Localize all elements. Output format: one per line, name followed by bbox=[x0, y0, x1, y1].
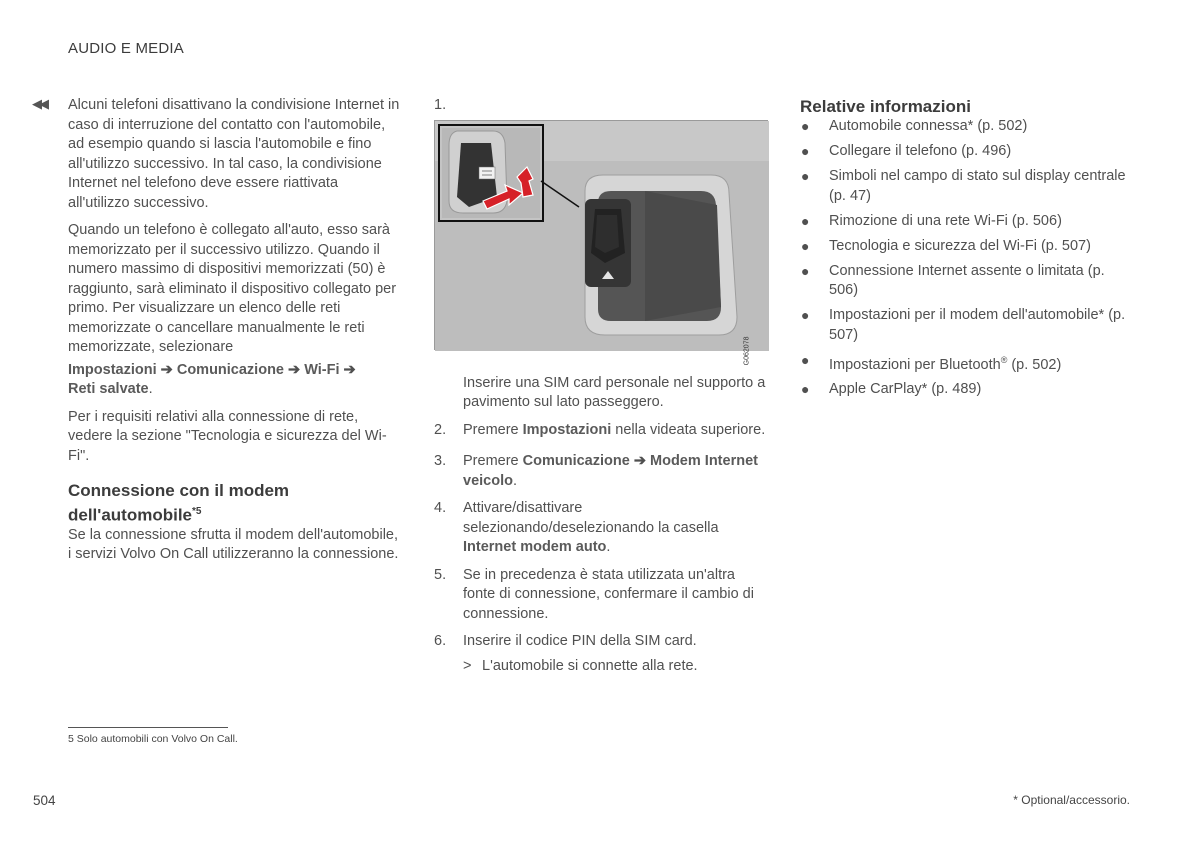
related-link[interactable]: ● Impostazioni per il modem dell'automobile* (p. 507) bbox=[801, 307, 1126, 343]
step-number: 4. bbox=[434, 500, 447, 516]
step-number: 2. bbox=[434, 421, 447, 438]
menu-item-internet-modem-auto: Internet modem auto bbox=[463, 539, 607, 555]
step: 5. Se in precedenza è stata utilizzata un'altra fonte di connessione, confermare il cambio di connessione. bbox=[434, 566, 754, 622]
footnote-divider bbox=[68, 727, 228, 728]
section-title: AUDIO E MEDIA bbox=[68, 40, 184, 57]
step: 2. Premere Impostazioni nella videata superiore. bbox=[434, 421, 770, 441]
optional-note: * Optional/accessorio. bbox=[1013, 793, 1130, 807]
step-number: 3. bbox=[434, 453, 447, 469]
bullet-icon: ● bbox=[801, 307, 810, 323]
step: 3. Premere Comunicazione ➔ Modem Internet veicolo. bbox=[434, 453, 758, 489]
related-info-heading: Relative informazioni bbox=[800, 97, 971, 116]
column-3 bbox=[800, 96, 1130, 405]
menu-item-wifi: Wi-Fi bbox=[304, 361, 340, 378]
related-link[interactable]: ● Apple CarPlay* (p. 489) bbox=[800, 380, 1130, 400]
column-1 bbox=[68, 96, 400, 565]
menu-path: Impostazioni ➔ Comunicazione ➔ Wi-Fi ➔ Reti salvate. bbox=[68, 361, 356, 397]
bullet-icon: ● bbox=[801, 118, 810, 134]
paragraph: Per i requisiti relativi alla connessione di rete, vedere la sezione "Tecnologia e sicurezza del Wi-Fi". bbox=[68, 408, 387, 464]
menu-item-reti-salvate: Reti salvate bbox=[68, 381, 149, 397]
related-link[interactable]: ● Connessione Internet assente o limitata (p. 506) bbox=[801, 262, 1105, 298]
illustration-graphic bbox=[435, 121, 769, 351]
menu-item-comunicazione: Comunicazione bbox=[176, 361, 284, 378]
related-link[interactable]: ● Collegare il telefono (p. 496) bbox=[800, 142, 1130, 162]
step: 4. Attivare/disattivare selezionando/deselezionando la casella Internet modem auto. bbox=[434, 500, 719, 555]
menu-item-modem-internet: Modem Internet veicolo bbox=[463, 453, 758, 489]
footnote: 5 Solo automobili con Volvo On Call. bbox=[68, 733, 238, 745]
sim-holder-illustration bbox=[434, 120, 768, 366]
step-result: > L'automobile si connette alla rete. bbox=[434, 657, 770, 677]
step-number: 6. bbox=[434, 633, 447, 649]
page-number: 504 bbox=[33, 793, 56, 808]
step-number: 5. bbox=[434, 566, 447, 583]
column-2 bbox=[434, 96, 770, 676]
step-text: Inserire una SIM card personale nel supporto a pavimento sul lato passeggero. bbox=[463, 374, 766, 410]
bullet-icon: ● bbox=[801, 381, 810, 398]
result-marker: > bbox=[463, 657, 472, 674]
bullet-icon: ● bbox=[801, 351, 810, 368]
arrow-right-icon: ➔ bbox=[629, 453, 651, 469]
paragraph: Se la connessione sfrutta il modem dell'automobile, i servizi Volvo On Call utilizzeranno la connessione. bbox=[68, 526, 399, 563]
menu-item-comunicazione: Comunicazione bbox=[522, 453, 630, 469]
menu-item-impostazioni: Impostazioni bbox=[68, 361, 157, 378]
bullet-icon: ● bbox=[801, 237, 810, 254]
double-chevron-left-icon[interactable]: ◀◀ bbox=[32, 96, 46, 111]
subheading: Connessione con il modem dell'automobile$^{*5}$ bbox=[68, 481, 290, 525]
paragraph: Quando un telefono è collegato all'auto, esso sarà memorizzato per il successivo utilizzo. Quando il numero massimo di dispositivi memorizzati (50) è raggiunto, sarà eliminato il dispositivo collegato per primo. Per visualizzare un elenco delle reti memorizzate o cancellare manualmente le reti memorizzate, selezionare bbox=[68, 222, 397, 355]
bullet-icon: ● bbox=[801, 168, 810, 184]
arrow-right-icon: ➔ bbox=[284, 361, 305, 378]
arrow-right-icon: ➔ bbox=[156, 361, 177, 378]
bullet-icon: ● bbox=[801, 143, 810, 159]
related-link[interactable]: ● Impostazioni per Bluetooth® (p. 502) bbox=[801, 351, 1062, 373]
menu-item-impostazioni: Impostazioni bbox=[522, 421, 612, 438]
figure-code: G062078 bbox=[743, 336, 751, 366]
bullet-icon: ● bbox=[801, 212, 810, 229]
paragraph: Alcuni telefoni disattivano la condivisione Internet in caso di interruzione del contatto con l'automobile, ad esempio quando si lascia l'automobile e fino all'utilizzo successivo. In tal caso, la condivisione Internet nel telefono deve essere riattivata all'utilizzo successivo. bbox=[68, 97, 400, 211]
related-link[interactable]: ● Rimozione di una rete Wi-Fi (p. 506) bbox=[800, 212, 1130, 232]
related-link[interactable]: ● Simboli nel campo di stato sul display centrale (p. 47) bbox=[801, 168, 1126, 204]
related-link[interactable]: ● Automobile connessa* (p. 502) bbox=[800, 117, 1130, 137]
step-number: 1. bbox=[434, 97, 447, 113]
step: 6. Inserire il codice PIN della SIM card. bbox=[434, 632, 770, 652]
bullet-icon: ● bbox=[801, 262, 810, 279]
arrow-right-icon: ➔ bbox=[339, 361, 356, 378]
related-link[interactable]: ● Tecnologia e sicurezza del Wi-Fi (p. 507) bbox=[800, 237, 1130, 257]
